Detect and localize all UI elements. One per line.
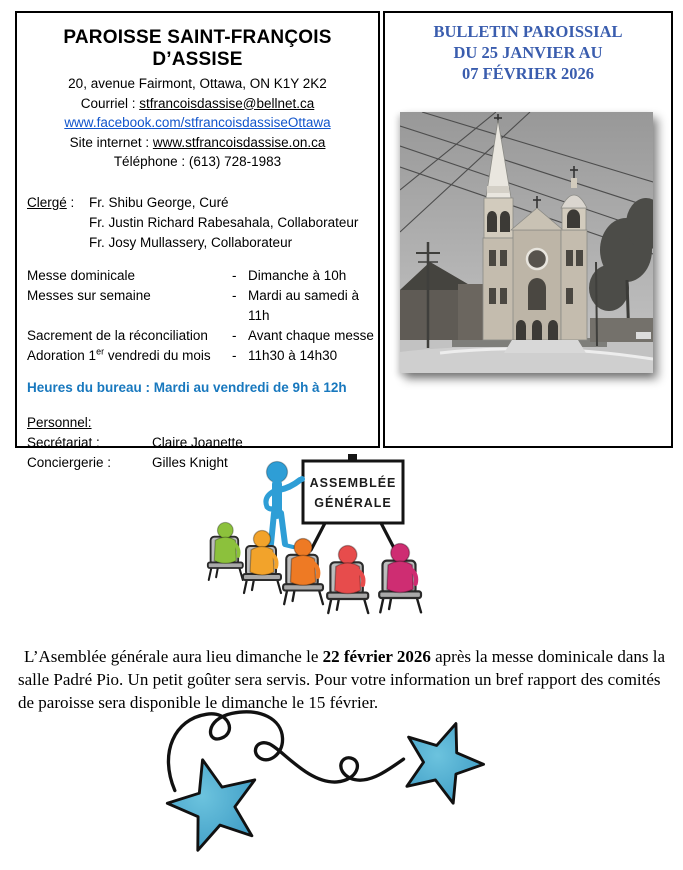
announcement-post: après la messe dominicale dans la salle Padré Pio. Un petit goûter sera servis. Pour votre information un bref rapport des comités de paroisse sera disponible le dimanche le 15 février. — [18, 647, 666, 712]
schedule-value: Avant chaque messe — [248, 327, 374, 343]
schedule-label: Sacrement de la réconciliation — [27, 327, 208, 343]
parish-address-block — [17, 74, 378, 172]
schedule-dash: - — [232, 267, 237, 283]
personnel-role: Conciergerie : — [27, 454, 112, 470]
facebook-link[interactable]: www.facebook.com/stfrancoisdassiseOttawa — [64, 115, 331, 130]
seated-figure-yellow — [243, 531, 281, 594]
board-text-line1: ASSEMBLÉE — [309, 476, 397, 490]
star-doodle — [133, 700, 493, 862]
bulletin-title-line2: DU 25 JANVIER AU — [453, 43, 603, 62]
clergy-member: Fr. Justin Richard Rabesahala, Collaborateur — [89, 214, 359, 230]
office-hours: Heures du bureau : Mardi au vendredi de 9h à 12h — [27, 379, 347, 395]
website-label: Site internet : — [69, 134, 153, 150]
announcement-pre: L’Asemblée générale aura lieu dimanche le — [24, 647, 323, 666]
clergy-list — [27, 193, 378, 253]
parish-title: PAROISSE SAINT-FRANÇOIS D’ASSISE — [63, 27, 332, 70]
star-right — [407, 724, 484, 804]
church-photo-illustration — [400, 112, 653, 373]
clergy-label: Clergé : — [27, 194, 75, 210]
board-text-line2: GÉNÉRALE — [314, 496, 392, 510]
schedule-dash: - — [232, 327, 237, 343]
assembly-clipart — [205, 452, 480, 624]
personnel-name: Gilles Knight — [152, 454, 228, 470]
star-doodle-illustration — [133, 700, 493, 862]
star-left — [167, 760, 254, 851]
bulletin-title-line1: BULLETIN PAROISSIAL — [433, 22, 623, 41]
announcement-date: 22 février 2026 — [322, 647, 431, 666]
personnel-role: Secrétariat : — [27, 434, 100, 450]
parish-address: 20, avenue Fairmont, Ottawa, ON K1Y 2K2 — [68, 76, 327, 91]
schedule-label: Messe dominicale — [27, 267, 136, 283]
bulletin-title — [385, 21, 671, 84]
email-link[interactable]: stfrancoisdassise@bellnet.ca — [139, 95, 315, 111]
mass-schedule — [27, 266, 378, 366]
personnel-name: Claire Joanette — [152, 434, 243, 450]
whiteboard — [303, 454, 403, 550]
bulletin-title-line3: 07 FÉVRIER 2026 — [461, 64, 594, 83]
seated-figure-red — [327, 546, 368, 614]
seated-figure-orange — [283, 539, 323, 605]
schedule-value: Mardi au samedi à 11h — [248, 287, 360, 323]
phone-line: Téléphone : (613) 728-1983 — [113, 154, 282, 169]
parish-info-panel — [15, 11, 380, 470]
schedule-value: 11h30 à 14h30 — [248, 347, 338, 363]
bulletin-panel — [383, 11, 673, 448]
personnel-heading: Personnel: — [27, 414, 92, 430]
website-line — [17, 133, 378, 153]
website-link[interactable]: www.stfrancoisdassise.on.ca — [152, 134, 326, 150]
assembly-illustration — [205, 452, 480, 624]
schedule-label: Adoration 1er vendredi du mois — [27, 346, 211, 363]
church-photo — [400, 112, 653, 373]
seated-figure-magenta — [379, 544, 421, 613]
email-line — [17, 94, 378, 114]
schedule-label: Messes sur semaine — [27, 287, 151, 303]
clergy-member: Fr. Josy Mullassery, Collaborateur — [89, 234, 293, 250]
schedule-dash: - — [232, 287, 237, 303]
email-label: Courriel : — [80, 95, 140, 111]
clergy-member: Fr. Shibu George, Curé — [89, 194, 229, 210]
facebook-line — [17, 113, 378, 133]
schedule-value: Dimanche à 10h — [248, 267, 347, 283]
schedule-dash: - — [232, 347, 237, 363]
seated-figure-green — [208, 522, 243, 580]
